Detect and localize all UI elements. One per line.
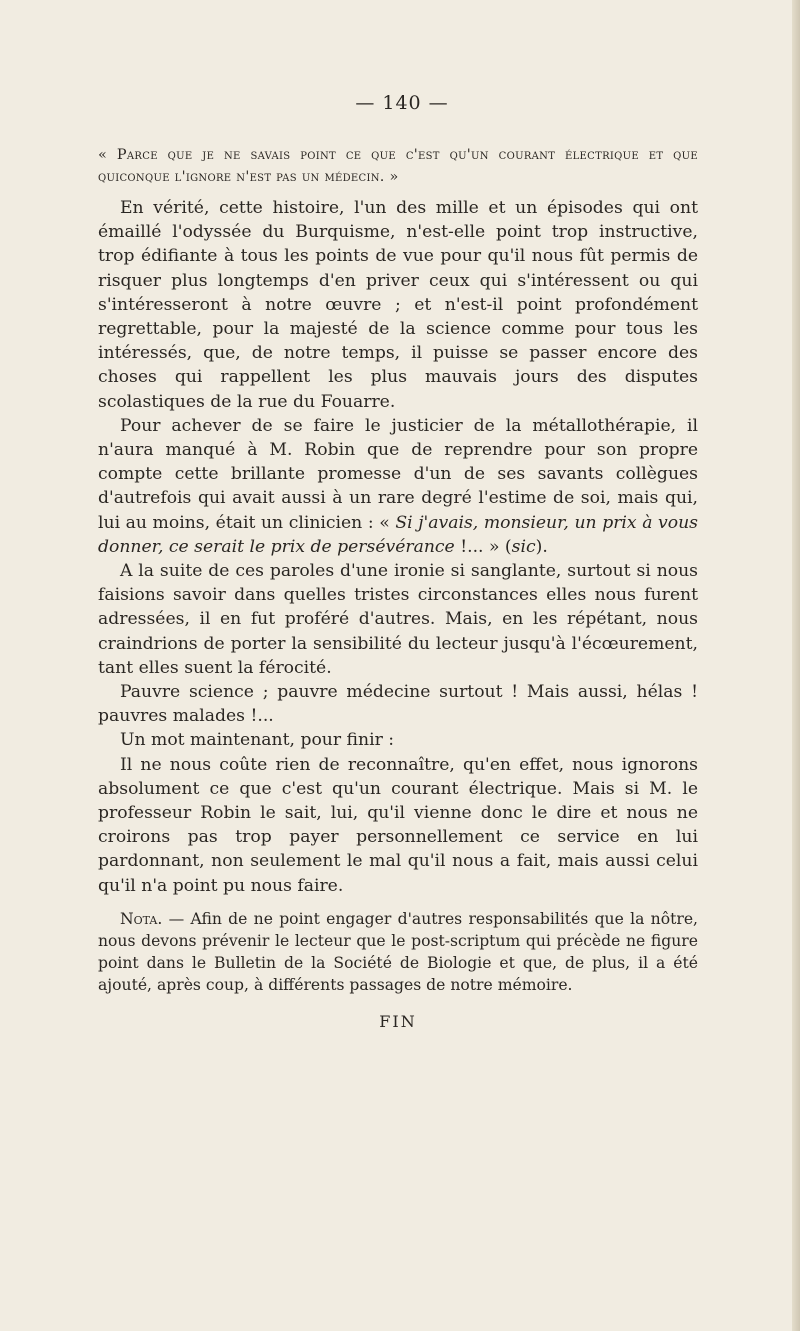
paragraph-3: A la suite de ces paroles d'une ironie si sanglante, surtout si nous faisions savoir dans quelles tristes circonstances elles nous furent adressées, il en fut proféré d'autres. Mais, en les répétant, nous craindrions de porter la sensibilité du lecteur jusqu'à l'écœurement, tant elles suent la férocité. — [98, 561, 698, 678]
paragraph-2 — [98, 414, 698, 559]
fin-label: FIN — [379, 1011, 417, 1031]
opening-quote: « Parce que je ne savais point ce que c'est qu'un courant électrique et que quiconque l'ignore n'est pas un médecin. » — [98, 147, 698, 185]
paragraph-2-sic: sic — [511, 536, 536, 557]
nota-label: Nota. — [120, 909, 163, 928]
paragraph-6: Il ne nous coûte rien de reconnaître, qu'en effet, nous ignorons absolument ce que c'est qu'un courant électrique. Mais si M. le professeur Robin le sait, lui, qu'il vienne donc le dire et nous ne croirons pas trop payer personnellement ce service en lui pardonnant, non seulement le mal qu'il nous a fait, mais aussi celui qu'il n'a point pu nous faire. — [98, 754, 698, 896]
nota-text: — Afin de ne point engager d'autres responsabilités que la nôtre, nous devons prévenir le lecteur que le post-scriptum qui précède ne figure point dans le Bulletin de la Société de Biologie et que, de plus, il a été ajouté, après coup, à différents passages de notre mémoire. — [98, 909, 698, 994]
paragraph-1: En vérité, cette histoire, l'un des mille et un épisodes qui ont émaillé l'odyssée du Burquisme, n'est-elle point trop instructive, trop édifiante à tous les points de vue pour qu'il nous fût permis de risquer plus longtemps d'en priver ceux qui s'intéressent ou qui s'intéresseront à notre œuvre ; et n'est-il point profondément regrettable, pour la majesté de la science comme pour tous les intéressés, que, de notre temps, il puisse se passer encore des choses qui rappellent les plus mauvais jours des disputes scolastiques de la rue du Fouarre. — [98, 198, 698, 412]
paragraph-2-quote: Si j'avais, monsieur, un prix à vous donner, ce serait le prix de persévérance — [98, 512, 698, 557]
paragraph-4: Pauvre science ; pauvre médecine surtout ! Mais aussi, hélas ! pauvres malades !... — [98, 682, 698, 727]
nota-paragraph — [98, 908, 698, 996]
text-column — [98, 92, 698, 1031]
page-number: — 140 — — [355, 92, 449, 114]
page-edge — [792, 0, 800, 1331]
paragraph-5: Un mot maintenant, pour finir : — [120, 730, 395, 751]
paragraph-2-end: ). — [535, 536, 548, 557]
paragraph-2-mid: !... » ( — [454, 536, 512, 557]
paragraph-2-start: Pour achever de se faire le justicier de la métallothérapie, il n'aura manqué à M. Robin que de reprendre pour son propre compte cette brillante promesse d'un de ses savants collègues d'autrefois qui avait aussi à un rare degré l'estime de soi, mais qui, lui au moins, était un clinicien : « — [98, 415, 698, 533]
